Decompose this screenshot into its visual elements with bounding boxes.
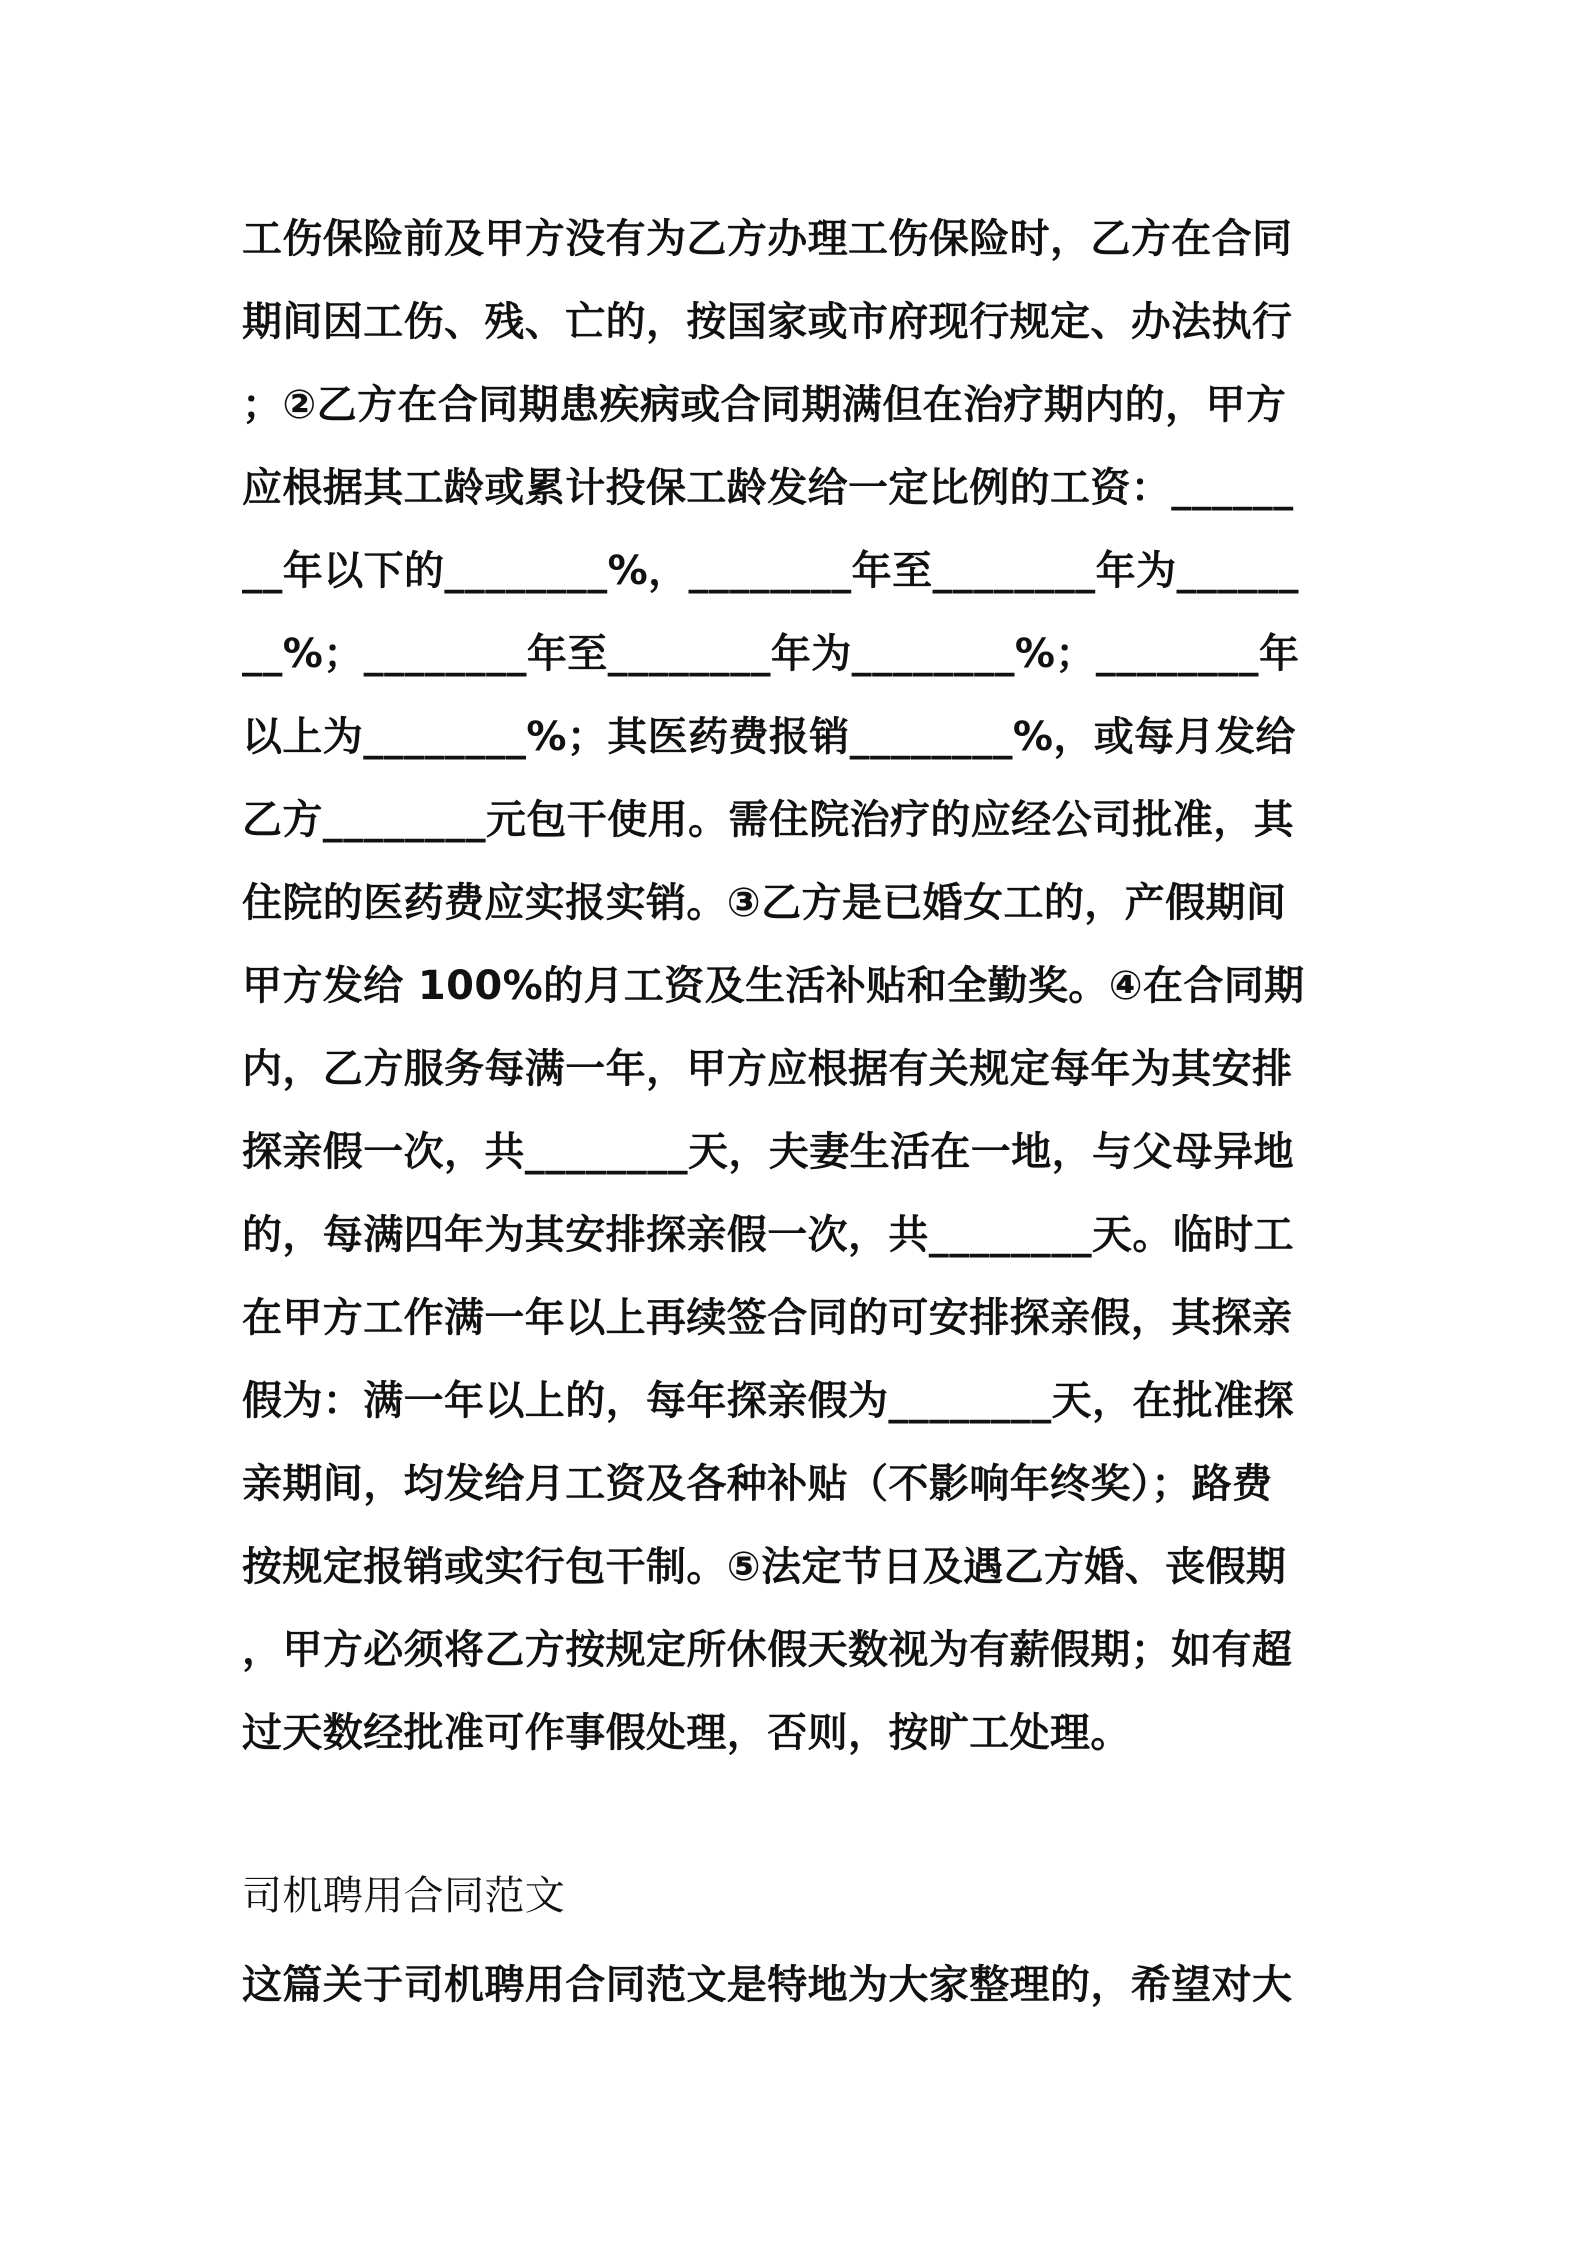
text-line: 期间因工伤、残、亡的，按国家或市府现行规定、办法执行 xyxy=(242,299,1293,345)
text-line: 探亲假一次，共________天，夫妻生活在一地，与父母异地 xyxy=(242,1129,1294,1175)
text-line: 假为：满一年以上的，每年探亲假为________天，在批准探 xyxy=(242,1378,1294,1424)
text-line: 的，每满四年为其安排探亲假一次，共________天。临时工 xyxy=(242,1212,1294,1258)
contract-body-text xyxy=(242,198,1362,1775)
text-line: __年以下的________%，________年至________年为______ xyxy=(242,548,1299,594)
text-line: 应根据其工龄或累计投保工龄发给一定比例的工资：______ xyxy=(242,465,1294,511)
text-line: 工伤保险前及甲方没有为乙方办理工伤保险时，乙方在合同 xyxy=(242,216,1293,262)
text-line: 甲方发给 100%的月工资及生活补贴和全勤奖。④在合同期 xyxy=(242,963,1305,1009)
text-line: __%；________年至________年为________%；________年 xyxy=(242,631,1300,677)
text-line: ；②乙方在合同期患疾病或合同期满但在治疗期内的，甲方 xyxy=(242,382,1287,428)
section-heading: 司机聘用合同范文 xyxy=(242,1873,566,1919)
text-line: 以上为________%；其医药费报销________%，或每月发给 xyxy=(242,714,1296,760)
text-line: 按规定报销或实行包干制。⑤法定节日及遇乙方婚、丧假期 xyxy=(242,1544,1287,1590)
text-line: ，甲方必须将乙方按规定所休假天数视为有薪假期；如有超 xyxy=(242,1627,1293,1673)
text-line: 内，乙方服务每满一年，甲方应根据有关规定每年为其安排 xyxy=(242,1046,1293,1092)
intro-text-line: 这篇关于司机聘用合同范文是特地为大家整理的，希望对大 xyxy=(242,1962,1293,2008)
text-line: 乙方________元包干使用。需住院治疗的应经公司批准，其 xyxy=(242,797,1294,843)
text-line: 亲期间，均发给月工资及各种补贴（不影响年终奖）；路费 xyxy=(242,1461,1273,1507)
text-line: 住院的医药费应实报实销。③乙方是已婚女工的，产假期间 xyxy=(242,880,1287,926)
text-line: 过天数经批准可作事假处理，否则，按旷工处理。 xyxy=(242,1710,1131,1756)
text-line: 在甲方工作满一年以上再续签合同的可安排探亲假，其探亲 xyxy=(242,1295,1293,1341)
